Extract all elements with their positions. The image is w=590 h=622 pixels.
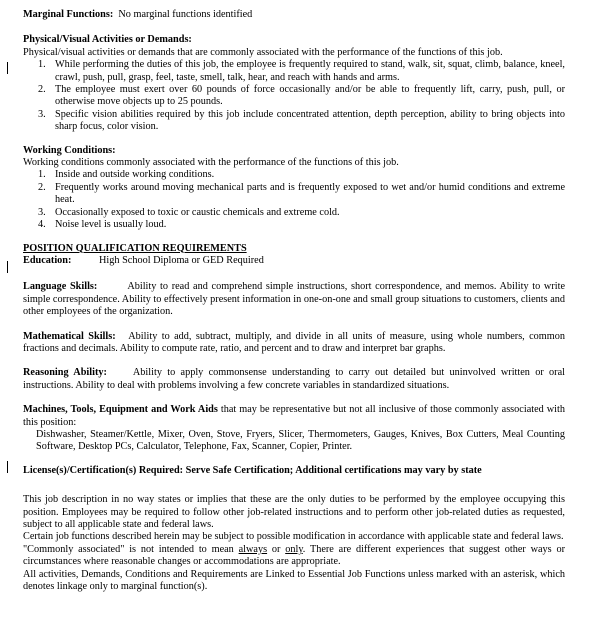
machines-label: Machines, Tools, Equipment and Work Aids	[23, 404, 218, 416]
language-text: Ability to read and comprehend simple instructions, short correspondence, and memos. Ability to write simple correspondence. Ability to effectively present information in one-on-one and small group situations to customers, clients and other employees of the organization.	[23, 281, 565, 318]
list-item: 4. Noise level is usually loud.	[38, 219, 167, 231]
machines-list: Dishwasher, Steamer/Kettle, Mixer, Oven, Stove, Fryers, Slicer, Thermometers, Gauges, Knives, Box Cutters, Meal Counting Software, Desktop PCs, Calculator, Telephone, Fax, Scanner, Copier, Printer.	[36, 428, 565, 453]
working-heading: Working Conditions:	[23, 144, 116, 156]
marginal-functions-label: Marginal Functions:	[23, 9, 114, 20]
revision-bar	[7, 461, 8, 473]
qualifications-section	[23, 243, 565, 268]
education-value: High School Diploma or GED Required	[99, 254, 264, 266]
physical-heading: Physical/Visual Activities or Demands:	[23, 34, 192, 46]
qualifications-heading: POSITION QUALIFICATION REQUIREMENTS	[23, 242, 247, 254]
list-item: 3. Specific vision abilities required by this job include concentrated attention, depth perception, ability to bring objects into sharp focus, color vision.	[38, 108, 565, 133]
working-intro: Working conditions commonly associated with the performance of the functions of this job.	[23, 157, 399, 169]
emphasis-always: always	[238, 543, 268, 555]
marginal-functions-text: No marginal functions identified	[118, 9, 253, 20]
list-item: 1. Inside and outside working conditions.	[38, 169, 215, 181]
physical-intro: Physical/visual activities or demands that are commonly associated with the performance of the functions of this job.	[23, 46, 503, 58]
list-item: 3. Occasionally exposed to toxic or caustic chemicals and extreme cold.	[38, 206, 340, 218]
math-skills	[23, 331, 565, 356]
machines-section	[23, 404, 565, 454]
reasoning-text: Ability to apply commonsense understanding to carry out detailed but uninvolved written or oral instructions. Ability to deal with problems involving a few concrete variables in standardized situations.	[23, 367, 565, 391]
physical-section	[23, 34, 565, 133]
disclaimer-section	[23, 494, 565, 593]
document-page	[23, 9, 565, 593]
revision-bar	[7, 62, 8, 74]
language-skills	[23, 281, 565, 318]
machines-text: that may be representative but not all inclusive of those commonly associated with this position:	[23, 404, 565, 428]
list-item: 2. The employee must exert over 60 pounds of force occasionally and/or be able to frequently lift, carry, push, pull, or otherwise move objects up to 25 pounds.	[38, 84, 565, 108]
working-section	[23, 145, 565, 232]
math-label: Mathematical Skills:	[23, 330, 116, 342]
reasoning-ability	[23, 367, 565, 392]
list-item: 1. While performing the duties of this job, the employee is frequently required to stand, walk, sit, squat, climb, balance, kneel, crawl, push, pull, grasp, feel, taste, smell, talk, hear, and reach with hands and arms.	[38, 59, 565, 83]
marginal-functions	[23, 9, 565, 21]
revision-bar	[7, 261, 8, 273]
license-section	[23, 465, 565, 477]
education-label: Education:	[23, 254, 72, 266]
disclaimer-p1: This job description in no way states or implies that these are the only duties to be performed by the employee occupying this position. Employees may be required to follow other job-related instructions and to perform other job-related duties as requested, subject to all applicable state and federal laws.	[23, 494, 565, 530]
working-list	[23, 169, 565, 231]
math-text: Ability to add, subtract, multiply, and divide in all units of measure, using whole numbers, common fractions and decimals. Ability to compute rate, ratio, and percent and to draw and interpret bar graphs.	[23, 330, 566, 354]
language-label: Language Skills:	[23, 281, 98, 293]
list-item: 2. Frequently works around moving mechanical parts and is frequently exposed to wet and/or humid conditions and extreme heat.	[38, 181, 565, 206]
disclaimer-p2: Certain job functions described herein may be subject to possible modification in accordance with applicable state and federal laws.	[23, 531, 564, 543]
emphasis-only: only	[285, 543, 303, 555]
disclaimer-p4: All activities, Demands, Conditions and Requirements are Linked to Essential Job Functions unless marked with an asterisk, which denotes linkage only to marginal function(s).	[23, 568, 565, 593]
physical-list	[23, 59, 565, 133]
license-text: License(s)/Certification(s) Required: Serve Safe Certification; Additional certifications may vary by state	[23, 464, 482, 476]
disclaimer-p3: "Commonly associated" is not intended to mean always or only. There are different experiences that suggest other ways or circumstances where reasonable changes or accommodations are appropriate.	[23, 543, 565, 568]
reasoning-label: Reasoning Ability:	[23, 367, 107, 379]
